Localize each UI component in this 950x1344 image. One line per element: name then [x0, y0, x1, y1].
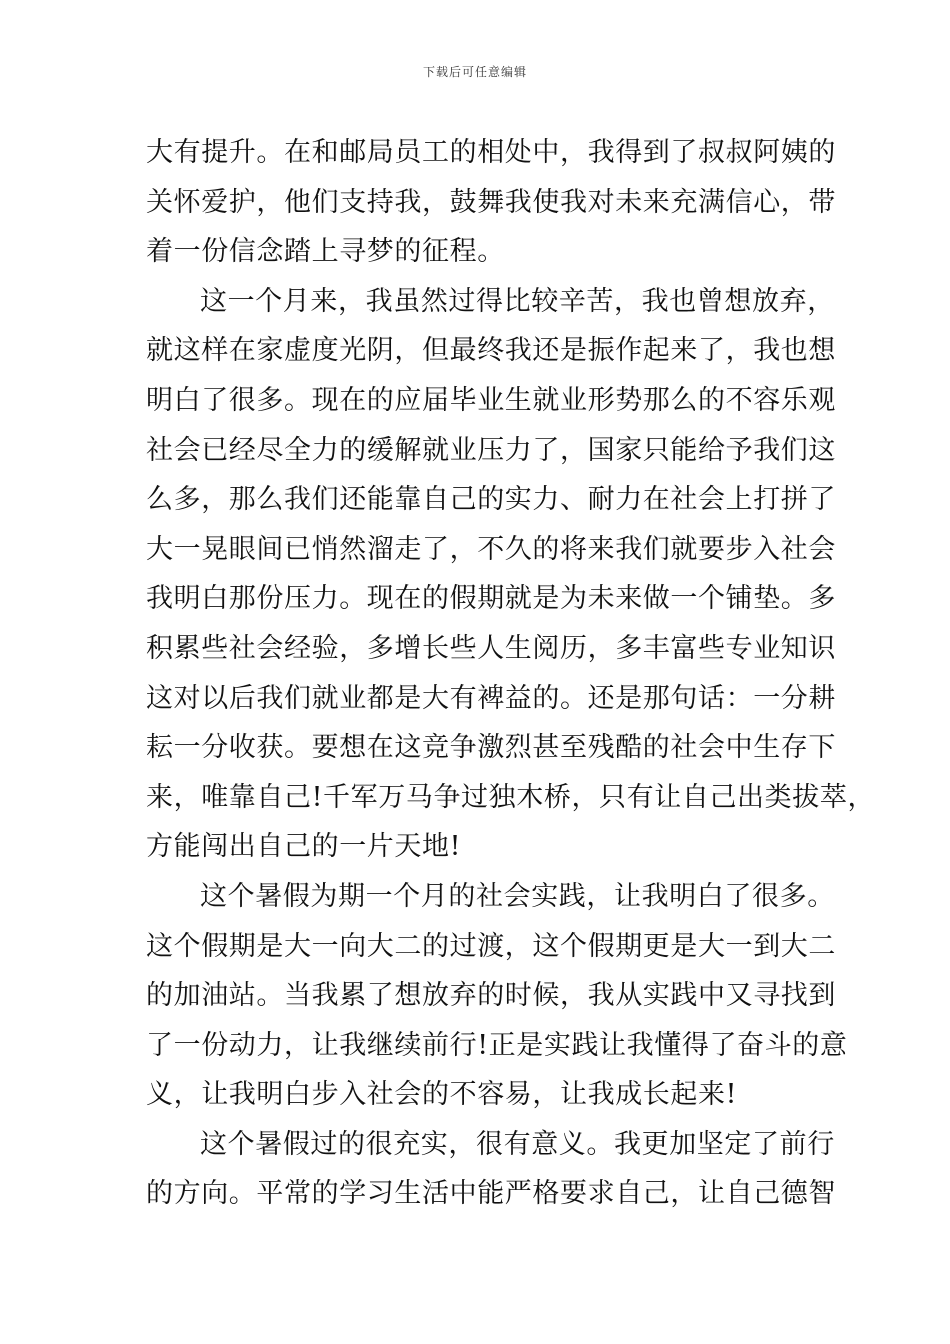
page-header: 下载后可任意编辑 [422, 65, 527, 79]
text-line: 的方向。平常的学习生活中能严格要求自己，让自己德智 [146, 1178, 836, 1210]
text-line: 大一晃眼间已悄然溜走了，不久的将来我们就要步入社会 [146, 533, 836, 565]
text-line: 明白了很多。现在的应届毕业生就业形势那么的不容乐观 [146, 384, 836, 416]
text-line: 这一个月来，我虽然过得比较辛苦，我也曾想放弃， [200, 285, 835, 317]
text-line: 耘一分收获。要想在这竞争激烈甚至残酷的社会中生存下 [146, 732, 836, 764]
text-line: 大有提升。在和邮局员工的相处中，我得到了叔叔阿姨的 [146, 137, 836, 168]
text-line: 么多，那么我们还能靠自己的实力、耐力在社会上打拼了 [146, 484, 836, 516]
text-line: 这个假期是大一向大二的过渡，这个假期更是大一到大二 [146, 930, 836, 962]
text-line: 社会已经尽全力的缓解就业压力了，国家只能给予我们这 [146, 434, 836, 466]
text-line: 的加油站。当我累了想放弃的时候，我从实践中又寻找到 [146, 980, 836, 1012]
text-line: 方能闯出自己的一片天地! [146, 831, 462, 863]
text-line: 来，唯靠自己!千军万马争过独木桥，只有让自己出类拔萃， [146, 781, 876, 813]
text-line: 关怀爱护，他们支持我，鼓舞我使我对未来充满信心，带 [146, 186, 836, 218]
text-line: 了一份动力，让我继续前行!正是实践让我懂得了奋斗的意 [146, 1029, 848, 1061]
text-line: 这对以后我们就业都是大有裨益的。还是那句话：一分耕 [146, 682, 836, 714]
text-line: 这个暑假过的很充实，很有意义。我更加坚定了前行 [200, 1128, 835, 1160]
text-line: 这个暑假为期一个月的社会实践，让我明白了很多。 [200, 880, 835, 912]
text-line: 积累些社会经验，多增长些人生阅历，多丰富些专业知识 [146, 632, 836, 664]
text-line: 就这样在家虚度光阴，但最终我还是振作起来了，我也想 [146, 335, 836, 367]
text-line: 义，让我明白步入社会的不容易，让我成长起来! [146, 1079, 738, 1111]
document-body [146, 128, 876, 1219]
text-line: 我明白那份压力。现在的假期就是为未来做一个铺垫。多 [146, 583, 836, 615]
text-line: 着一份信念踏上寻梦的征程。 [146, 236, 505, 268]
